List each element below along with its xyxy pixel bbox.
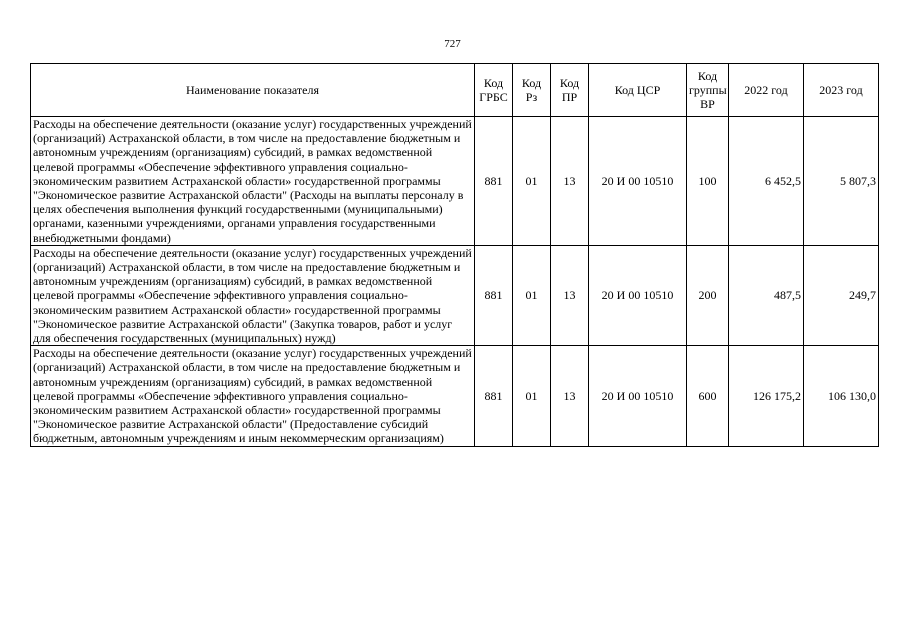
row-name: Расходы на обеспечение деятельности (оказание услуг) государственных учреждений (организаций) Астраханской области, в том числе на предоставление бюджетным и автономным учреждениям (организациям) субсидий, в рамках ведомственной целевой программы «Обеспечение эффективного управления социально-экономическим развитием Астраханской области» государственной программы "Экономическое развитие Астраханской области" (Расходы на выплаты персоналу в целях обеспечения выполнения функций государственными (муниципальными) органами, казенными учреждениями, органами управления государственными внебюджетными фондами) [31,117,475,246]
table-row [31,245,879,345]
row-csr: 20 И 00 10510 [589,346,687,446]
header-grbs: Код ГРБС [475,64,513,117]
table-row [31,117,879,246]
row-csr: 20 И 00 10510 [589,245,687,345]
header-csr: Код ЦСР [589,64,687,117]
row-rz: 01 [513,117,551,246]
row-2023: 5 807,3 [804,117,879,246]
row-2023: 106 130,0 [804,346,879,446]
budget-table [30,63,879,447]
table-row [31,346,879,446]
row-name: Расходы на обеспечение деятельности (оказание услуг) государственных учреждений (организаций) Астраханской области, в том числе на предоставление бюджетным и автономным учреждениям (организациям) субсидий, в рамках ведомственной целевой программы «Обеспечение эффективного управления социально-экономическим развитием Астраханской области» государственной программы "Экономическое развитие Астраханской области" (Закупка товаров, работ и услуг для обеспечения государственных (муниципальных) нужд) [31,245,475,345]
page-number: 727 [444,38,461,50]
header-pr: Код ПР [551,64,589,117]
row-2022: 126 175,2 [729,346,804,446]
row-2023: 249,7 [804,245,879,345]
header-2023: 2023 год [804,64,879,117]
row-vr: 200 [687,245,729,345]
row-grbs: 881 [475,245,513,345]
row-grbs: 881 [475,117,513,246]
header-rz: Код Рз [513,64,551,117]
header-vr: Код группы ВР [687,64,729,117]
header-name: Наименование показателя [31,64,475,117]
row-pr: 13 [551,117,589,246]
row-pr: 13 [551,245,589,345]
header-2022: 2022 год [729,64,804,117]
row-rz: 01 [513,346,551,446]
row-vr: 100 [687,117,729,246]
row-rz: 01 [513,245,551,345]
row-csr: 20 И 00 10510 [589,117,687,246]
row-vr: 600 [687,346,729,446]
row-pr: 13 [551,346,589,446]
row-2022: 487,5 [729,245,804,345]
row-name: Расходы на обеспечение деятельности (оказание услуг) государственных учреждений (организаций) Астраханской области, в том числе на предоставление бюджетным и автономным учреждениям (организациям) субсидий, в рамках ведомственной целевой программы «Обеспечение эффективного управления социально-экономическим развитием Астраханской области» государственной программы "Экономическое развитие Астраханской области" (Предоставление субсидий бюджетным, автономным учреждениям и иным некоммерческим организациям) [31,346,475,446]
row-2022: 6 452,5 [729,117,804,246]
table-header-row [31,64,879,117]
row-grbs: 881 [475,346,513,446]
